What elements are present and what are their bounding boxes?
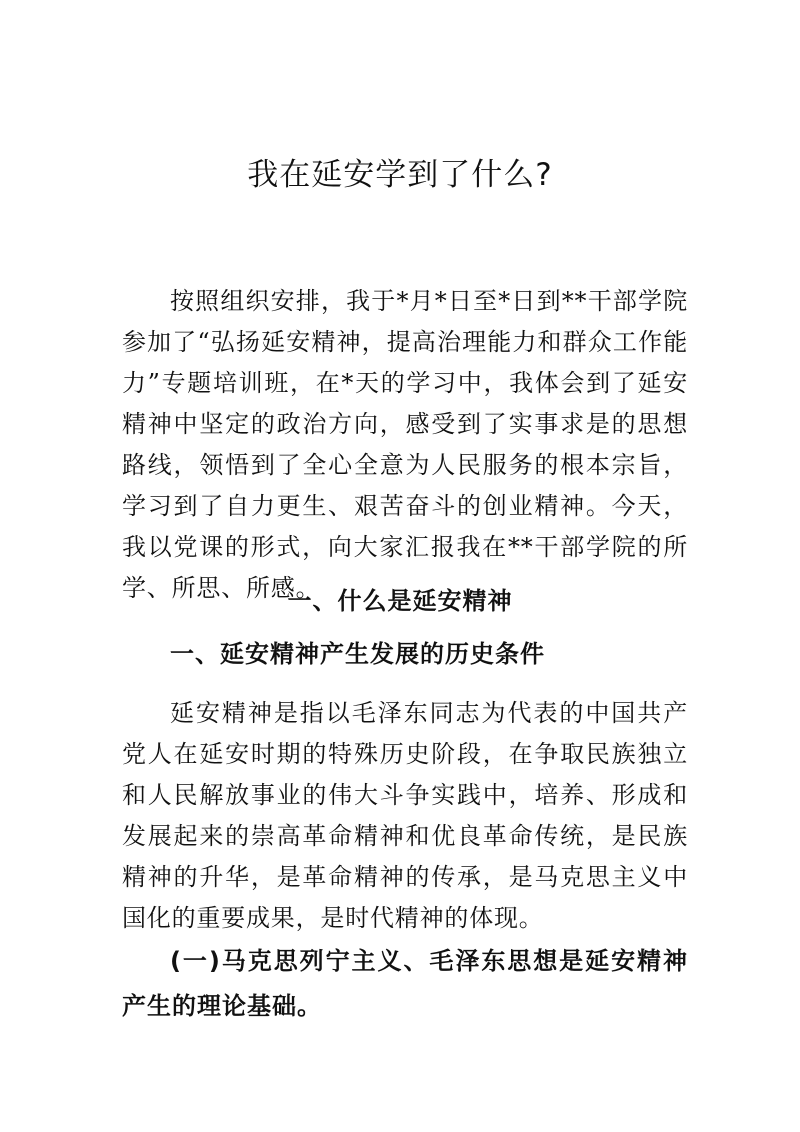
subsection-heading: 一、延安精神产生发展的历史条件: [170, 640, 545, 668]
point-heading: (一)马克思列宁主义、毛泽东思想是延安精神产生的理论基础。: [122, 947, 688, 1020]
section-heading: 一、什么是延安精神: [287, 587, 513, 615]
document-title: 我在延安学到了什么?: [247, 157, 553, 193]
intro-paragraph: 按照组织安排，我于*月*日至*日到**干部学院参加了“弘扬延安精神，提高治理能力和群众工作能力”专题培训班，在*天的学习中，我体会到了延安精神中坚定的政治方向，感受到了实事求是的思想路线，领悟到了全心全意为人民服务的根本宗旨，学习到了自力更生、艰苦奋斗的创业精神。今天，我以党课的形式，向大家汇报我在**干部学院的所学、所思、所感。: [122, 287, 688, 602]
body-paragraph: 延安精神是指以毛泽东同志为代表的中国共产党人在延安时期的特殊历史阶段，在争取民族独立和人民解放事业的伟大斗争实践中，培养、形成和发展起来的崇高革命精神和优良革命传统，是民族精神的升华，是革命精神的传承，是马克思主义中国化的重要成果，是时代精神的体现。: [122, 699, 688, 932]
